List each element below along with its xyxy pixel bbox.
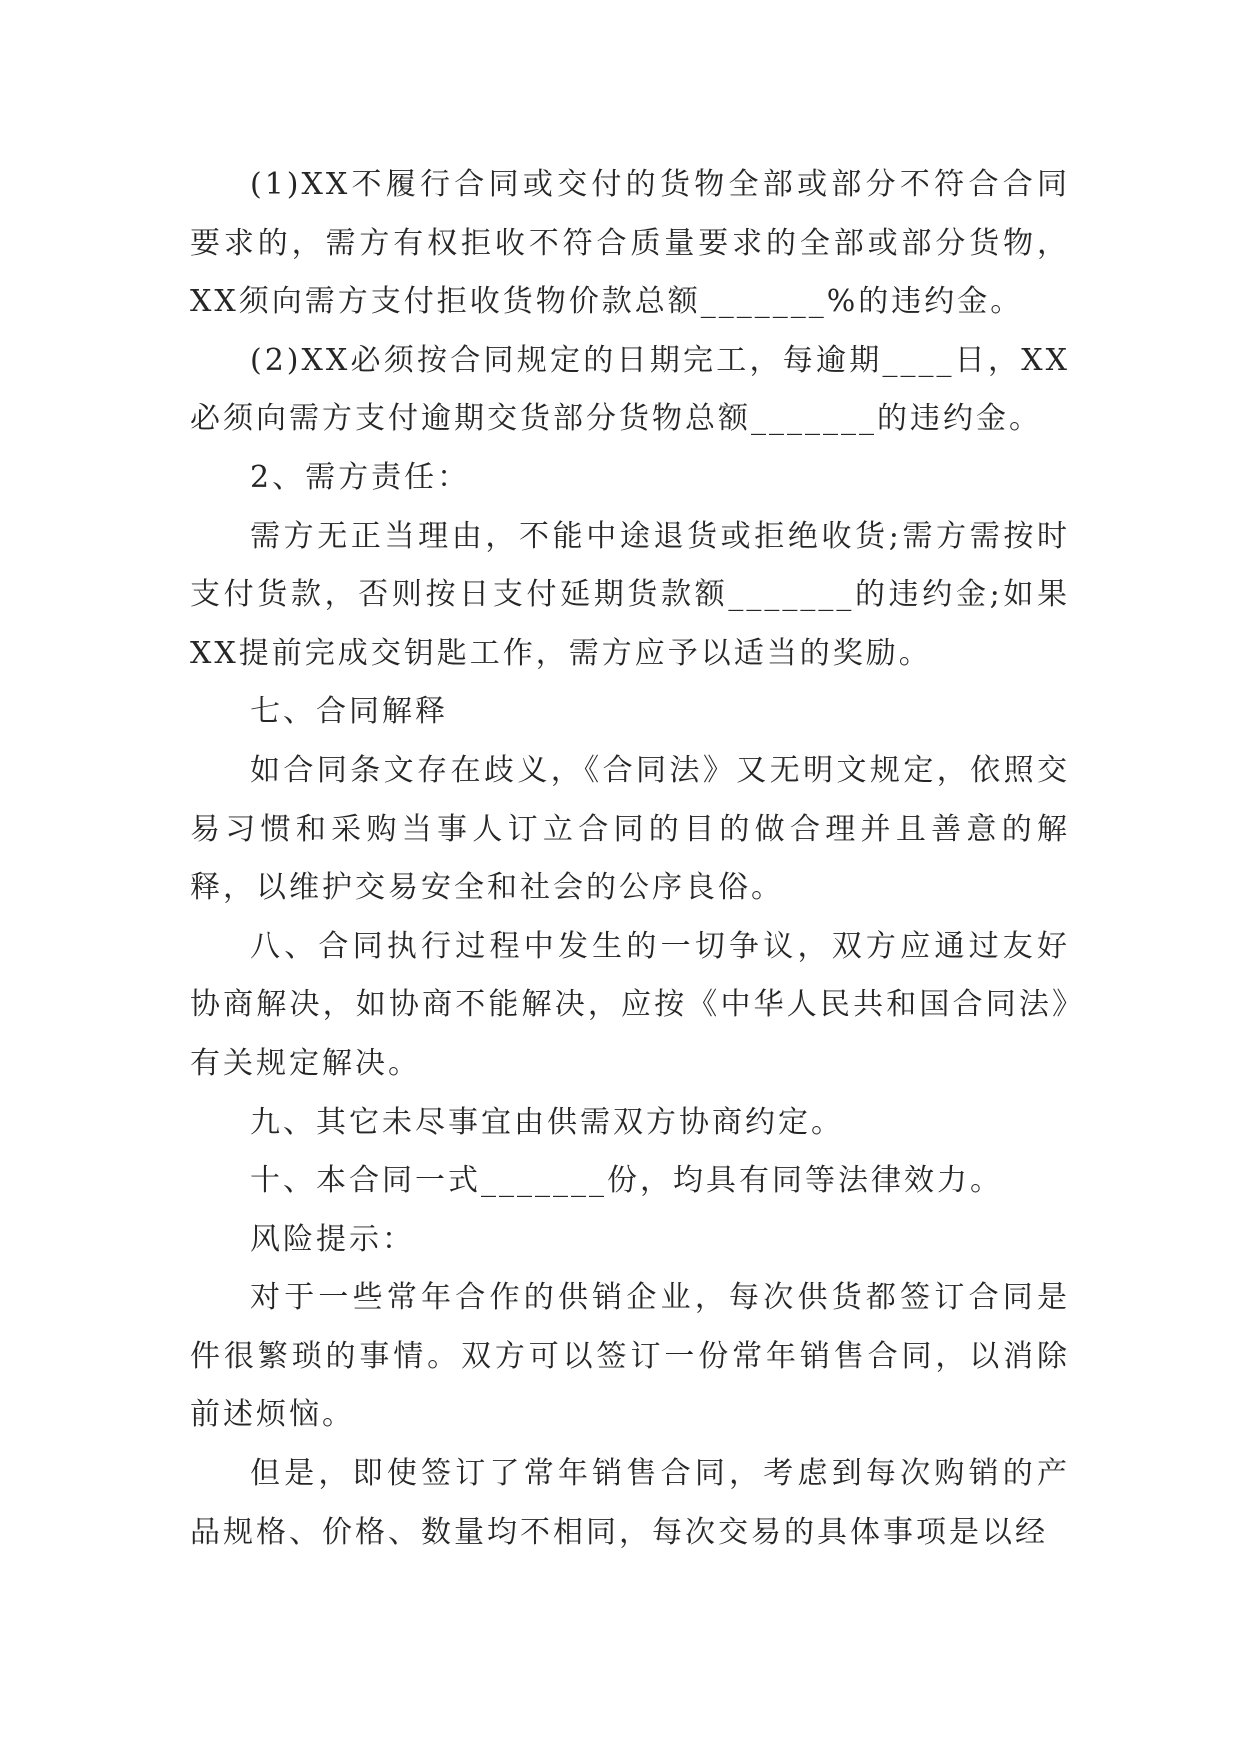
document-body xyxy=(190,156,1070,1562)
clause-copies: 十、本合同一式_______份，均具有同等法律效力。 xyxy=(250,1163,1003,1199)
section-heading-buyer-liability: 2、需方责任： xyxy=(250,459,471,495)
clause-supplier-late-delivery: (2)XX必须按合同规定的日期完工，每逾期____日，XX必须向需方支付逾期交货部分货物总额_______的违约金。 xyxy=(190,342,1070,437)
section-heading-risk-notice: 风险提示： xyxy=(250,1221,415,1257)
section-heading-contract-interpretation: 七、合同解释 xyxy=(250,694,448,730)
clause-supplier-nonconforming-goods: (1)XX不履行合同或交付的货物全部或部分不符合合同要求的，需方有权拒收不符合质量要求的全部或部分货物，XX须向需方支付拒收货物价款总额_______%的违约金。 xyxy=(190,167,1070,320)
risk-notice-paragraph-1: 对于一些常年合作的供销企业，每次供货都签订合同是件很繁琐的事情。双方可以签订一份常年销售合同，以消除前述烦恼。 xyxy=(190,1280,1070,1433)
clause-dispute-resolution: 八、合同执行过程中发生的一切争议，双方应通过友好协商解决，如协商不能解决，应按《中华人民共和国合同法》有关规定解决。 xyxy=(190,928,1070,1081)
clause-buyer-liability: 需方无正当理由，不能中途退货或拒绝收货;需方需按时支付货款，否则按日支付延期货款额_______的违约金;如果XX提前完成交钥匙工作，需方应予以适当的奖励。 xyxy=(190,518,1070,671)
clause-other-matters: 九、其它未尽事宜由供需双方协商约定。 xyxy=(250,1104,844,1140)
risk-notice-paragraph-2: 但是，即使签订了常年销售合同，考虑到每次购销的产品规格、价格、数量均不相同，每次交易的具体事项是以经 xyxy=(190,1456,1070,1550)
clause-contract-interpretation: 如合同条文存在歧义，《合同法》又无明文规定，依照交易习惯和采购当事人订立合同的目的做合理并且善意的解释，以维护交易安全和社会的公序良俗。 xyxy=(190,752,1070,906)
